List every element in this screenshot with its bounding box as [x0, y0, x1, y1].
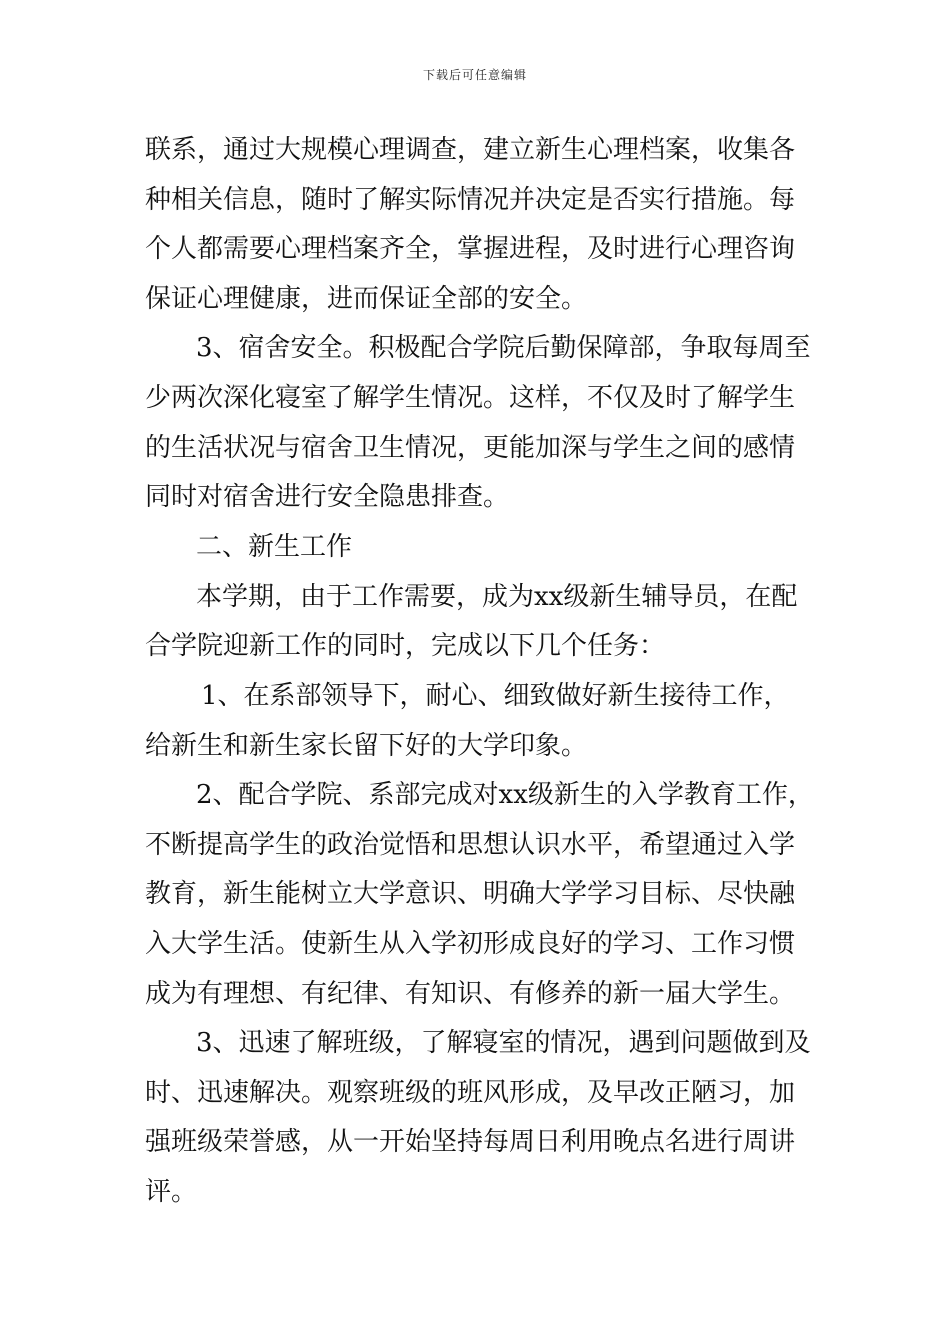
body-line: 合学院迎新工作的同时，完成以下几个任务： [145, 631, 666, 661]
body-line: 评。 [145, 1177, 198, 1207]
body-line: 少两次深化寝室了解学生情况。这样，不仅及时了解学生 [145, 383, 796, 413]
body-line: 成为有理想、有纪律、有知识、有修养的新一届大学生。 [145, 979, 796, 1009]
body-line: 个人都需要心理档案齐全，掌握进程，及时进行心理咨询 [145, 234, 796, 264]
body-line: 本学期，由于工作需要，成为xx级新生辅导员，在配 [196, 582, 798, 612]
body-line: 联系，通过大规模心理调查，建立新生心理档案，收集各 [145, 135, 796, 165]
body-line: 种相关信息，随时了解实际情况并决定是否实行措施。每 [145, 185, 796, 215]
body-line: 给新生和新生家长留下好的大学印象。 [145, 731, 588, 761]
body-line: 教育，新生能树立大学意识、明确大学学习目标、尽快融 [145, 879, 796, 909]
page-header: 下载后可任意编辑 [422, 68, 527, 82]
body-line: 1、在系部领导下，耐心、细致做好新生接待工作， [201, 681, 790, 711]
body-line: 2、配合学院、系部完成对xx级新生的入学教育工作， [196, 780, 814, 810]
body-line: 的生活状况与宿舍卫生情况，更能加深与学生之间的感情 [145, 433, 796, 463]
body-line: 不断提高学生的政治觉悟和思想认识水平，希望通过入学 [145, 830, 796, 860]
body-line: 3、迅速了解班级，了解寝室的情况，遇到问题做到及 [196, 1028, 811, 1058]
body-line: 3、宿舍安全。积极配合学院后勤保障部，争取每周至 [196, 333, 811, 363]
body-line: 时、迅速解决。观察班级的班风形成，及早改正陋习，加 [145, 1078, 796, 1108]
section-heading: 二、新生工作 [196, 532, 353, 562]
body-line: 同时对宿舍进行安全隐患排查。 [145, 482, 510, 512]
body-line: 强班级荣誉感，从一开始坚持每周日利用晚点名进行周讲 [145, 1127, 796, 1157]
body-line: 入大学生活。使新生从入学初形成良好的学习、工作习惯 [145, 929, 796, 959]
body-line: 保证心理健康，进而保证全部的安全。 [145, 284, 588, 314]
